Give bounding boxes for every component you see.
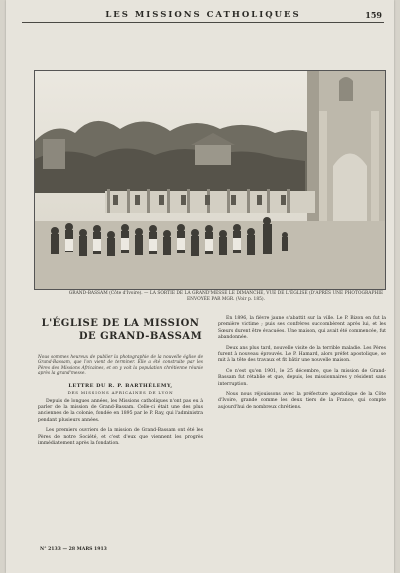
- paragraph: Nous nous réjouissons avec la préfecture apostolique de la Côte d'Ivoire, grande comme les deux tiers de la France, qui compte aujourd'hui de nombreux chrétiens.: [218, 392, 386, 410]
- paragraph: Depuis de longues années, les Missions catholiques n'ont pas eu à parler de la mission de Grand-Bassam. Celle-ci était une des plus anciennes de la colonie, fondée en 1895 par le P. Ray, qui l'administra pendant plusieurs années.: [38, 398, 203, 423]
- right-column: [218, 312, 386, 411]
- page-number: 159: [365, 10, 382, 20]
- photo-caption: GRAND-BASSAM (Côte d'Ivoire). — LA SORTIE DE LA GRAND'MESSE LE DIMANCHE, VUE DE L'ÉGLISE (D'APRÈS UNE PHOTOGRAPHIE ENVOYÉE PAR MGR. (Voir p. 185).: [68, 291, 384, 302]
- running-title: LES MISSIONS CATHOLIQUES: [105, 10, 301, 20]
- church-photograph: [34, 70, 386, 290]
- house: [195, 143, 231, 165]
- article-title-line2: DE GRAND-BASSAM: [78, 331, 203, 342]
- paragraph: En 1896, la fièvre jaune s'abattit sur la ville. Le P. Bizon en fut la première victime ; puis ses confrères succombèrent après lui, et les Sœurs durent être évacuées. Une maison, qui avait été commencée, fut abandonnée.: [218, 316, 386, 341]
- church-column: [319, 111, 327, 221]
- page: [6, 0, 394, 573]
- article-title-line1: L'ÉGLISE DE LA MISSION: [41, 318, 200, 329]
- church-column-right: [371, 111, 379, 221]
- church-arch: [333, 154, 367, 222]
- photograph-illustration: [35, 71, 385, 289]
- paragraph: Deux ans plus tard, nouvelle visite de la terrible maladie. Les Pères furent à nouveau éprouvés. Le P. Hamard, alors préfet apostolique, se mit à la tête des travaux et fit bâtir une nouvelle maison.: [218, 345, 386, 364]
- paragraph: Ce n'est qu'en 1901, le 25 décembre, que la mission de Grand-Bassam fut rétablie et que, depuis, les missionnaires y résident sans interruption.: [218, 368, 386, 387]
- left-column: [38, 312, 203, 447]
- church-window: [339, 77, 353, 101]
- page-header: [22, 10, 384, 23]
- paragraph: Les premiers ouvriers de la mission de Grand-Bassam ont été les Pères de notre Société, et c'est d'eux que viennent les progrès immédiatement après la fondation.: [38, 428, 203, 447]
- issue-number: N° 2133 — 28 MARS 1913: [40, 547, 107, 552]
- left-building: [43, 139, 65, 169]
- article-title: [38, 317, 203, 343]
- letter-heading: LETTRE DU R. P. BARTHÉLEMY,: [68, 382, 173, 389]
- letter-subheading: DES MISSIONS AFRICAINES DE LYON: [67, 389, 174, 395]
- tree-line-dark: [35, 148, 305, 193]
- article-intro: Nous sommes heureux de publier la photographie de la nouvelle église de Grand-Bassam, que l'on vient de terminer. Elle a été construite par les Pères des Missions Africaines, et on y voit la population chrétienne réunie après la grand'messe.: [38, 355, 203, 377]
